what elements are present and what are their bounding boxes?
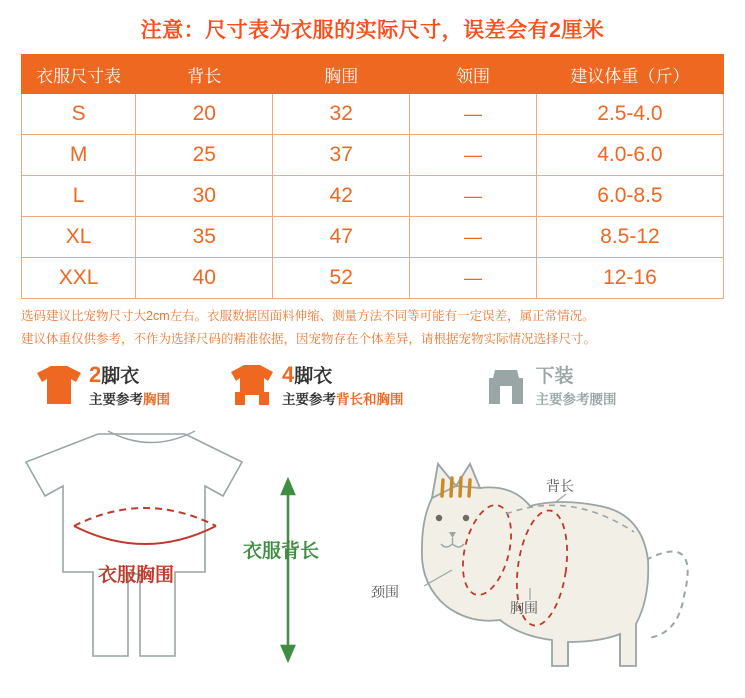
legend-title — [536, 364, 617, 388]
table-cell-size: XL — [22, 217, 136, 258]
table-cell-neck: — — [410, 258, 537, 299]
cat-neck-label: 颈围 — [371, 584, 399, 600]
table-cell-chest: 47 — [273, 217, 410, 258]
shirt-chest-label: 衣服胸围 — [98, 565, 175, 586]
table-cell-backlength: 30 — [136, 176, 273, 217]
table-row — [22, 258, 724, 299]
legend-item-four-leg — [228, 362, 404, 410]
table-row — [22, 176, 724, 217]
legend-sub-prefix: 主要参考 — [282, 392, 336, 407]
legend-text — [89, 362, 170, 410]
four-leg-shirt-icon — [228, 362, 276, 408]
table-row — [22, 217, 724, 258]
legend-sub-highlight: 胸围 — [143, 392, 170, 407]
table-cell-chest: 37 — [273, 135, 410, 176]
table-cell-chest: 42 — [273, 176, 410, 217]
table-cell-backlength: 40 — [136, 258, 273, 299]
legend-row — [21, 362, 724, 424]
table-cell-neck: — — [410, 135, 537, 176]
legend-title-rest: 下装 — [535, 366, 574, 387]
legend-sub — [282, 390, 404, 410]
table-header-cell: 领围 — [410, 55, 537, 94]
table-cell-chest: 52 — [273, 258, 410, 299]
table-row — [22, 94, 724, 135]
legend-title — [282, 364, 404, 388]
table-cell-size: S — [22, 94, 136, 135]
notes-block — [21, 306, 724, 350]
legend-sub-prefix: 主要参考 — [89, 392, 143, 407]
table-cell-size: L — [22, 176, 136, 217]
table-cell-weight: 4.0-6.0 — [536, 135, 723, 176]
shirt-backlength-label: 衣服背长 — [243, 541, 320, 562]
legend-title — [89, 364, 170, 388]
table-cell-backlength: 35 — [136, 217, 273, 258]
table-cell-neck: — — [410, 217, 537, 258]
shirt-backlength-arrow — [282, 480, 294, 660]
table-header-cell: 胸围 — [273, 55, 410, 94]
table-cell-neck: — — [410, 176, 537, 217]
legend-number: 4 — [282, 362, 295, 387]
table-cell-backlength: 20 — [136, 94, 273, 135]
table-header-cell: 背长 — [136, 55, 273, 94]
legend-sub — [536, 390, 617, 410]
legend-title-rest: 脚衣 — [294, 366, 333, 387]
table-cell-backlength: 25 — [136, 135, 273, 176]
size-chart-table — [21, 54, 724, 299]
page-notice: 注意：尺寸表为衣服的实际尺寸，误差会有2厘米 — [140, 19, 605, 42]
cat-chest-label: 胸围 — [510, 600, 538, 616]
table-cell-weight: 6.0-8.5 — [536, 176, 723, 217]
note-line: 选码建议比宠物尺寸大2cm左右。衣服数据因面料伸缩、测量方法不同等可能有一定误差，属正常情况。 — [21, 309, 595, 323]
legend-text — [282, 362, 404, 410]
legend-text — [536, 362, 617, 410]
diagrams-area — [0, 428, 745, 698]
legend-sub — [89, 390, 170, 410]
legend-sub-prefix: 主要参考 — [535, 392, 590, 407]
two-leg-shirt-icon — [35, 362, 83, 408]
cat-backlength-label: 背长 — [546, 478, 574, 494]
legend-sub-highlight: 腰围 — [589, 392, 617, 407]
table-header-cell: 衣服尺寸表 — [22, 55, 136, 94]
table-cell-neck: — — [410, 94, 537, 135]
table-cell-size: XXL — [22, 258, 136, 299]
pants-icon — [482, 362, 530, 408]
table-cell-weight: 8.5-12 — [536, 217, 723, 258]
table-header-row — [22, 55, 724, 94]
table-header-cell: 建议体重（斤） — [536, 55, 723, 94]
legend-item-pants — [482, 362, 617, 410]
note-line: 建议体重仅供参考，不作为选择尺码的精准依据，因宠物存在个体差异，请根据宠物实际情况选择尺寸。 — [21, 332, 597, 346]
legend-sub-highlight: 背长和胸围 — [336, 392, 404, 407]
table-cell-chest: 32 — [273, 94, 410, 135]
table-row — [22, 135, 724, 176]
table-cell-weight: 12-16 — [536, 258, 723, 299]
table-cell-weight: 2.5-4.0 — [536, 94, 723, 135]
legend-item-two-leg — [35, 362, 170, 410]
legend-number: 2 — [89, 362, 102, 387]
shirt-chest-measure — [74, 508, 216, 544]
legend-title-rest: 脚衣 — [101, 366, 140, 387]
table-cell-size: M — [22, 135, 136, 176]
